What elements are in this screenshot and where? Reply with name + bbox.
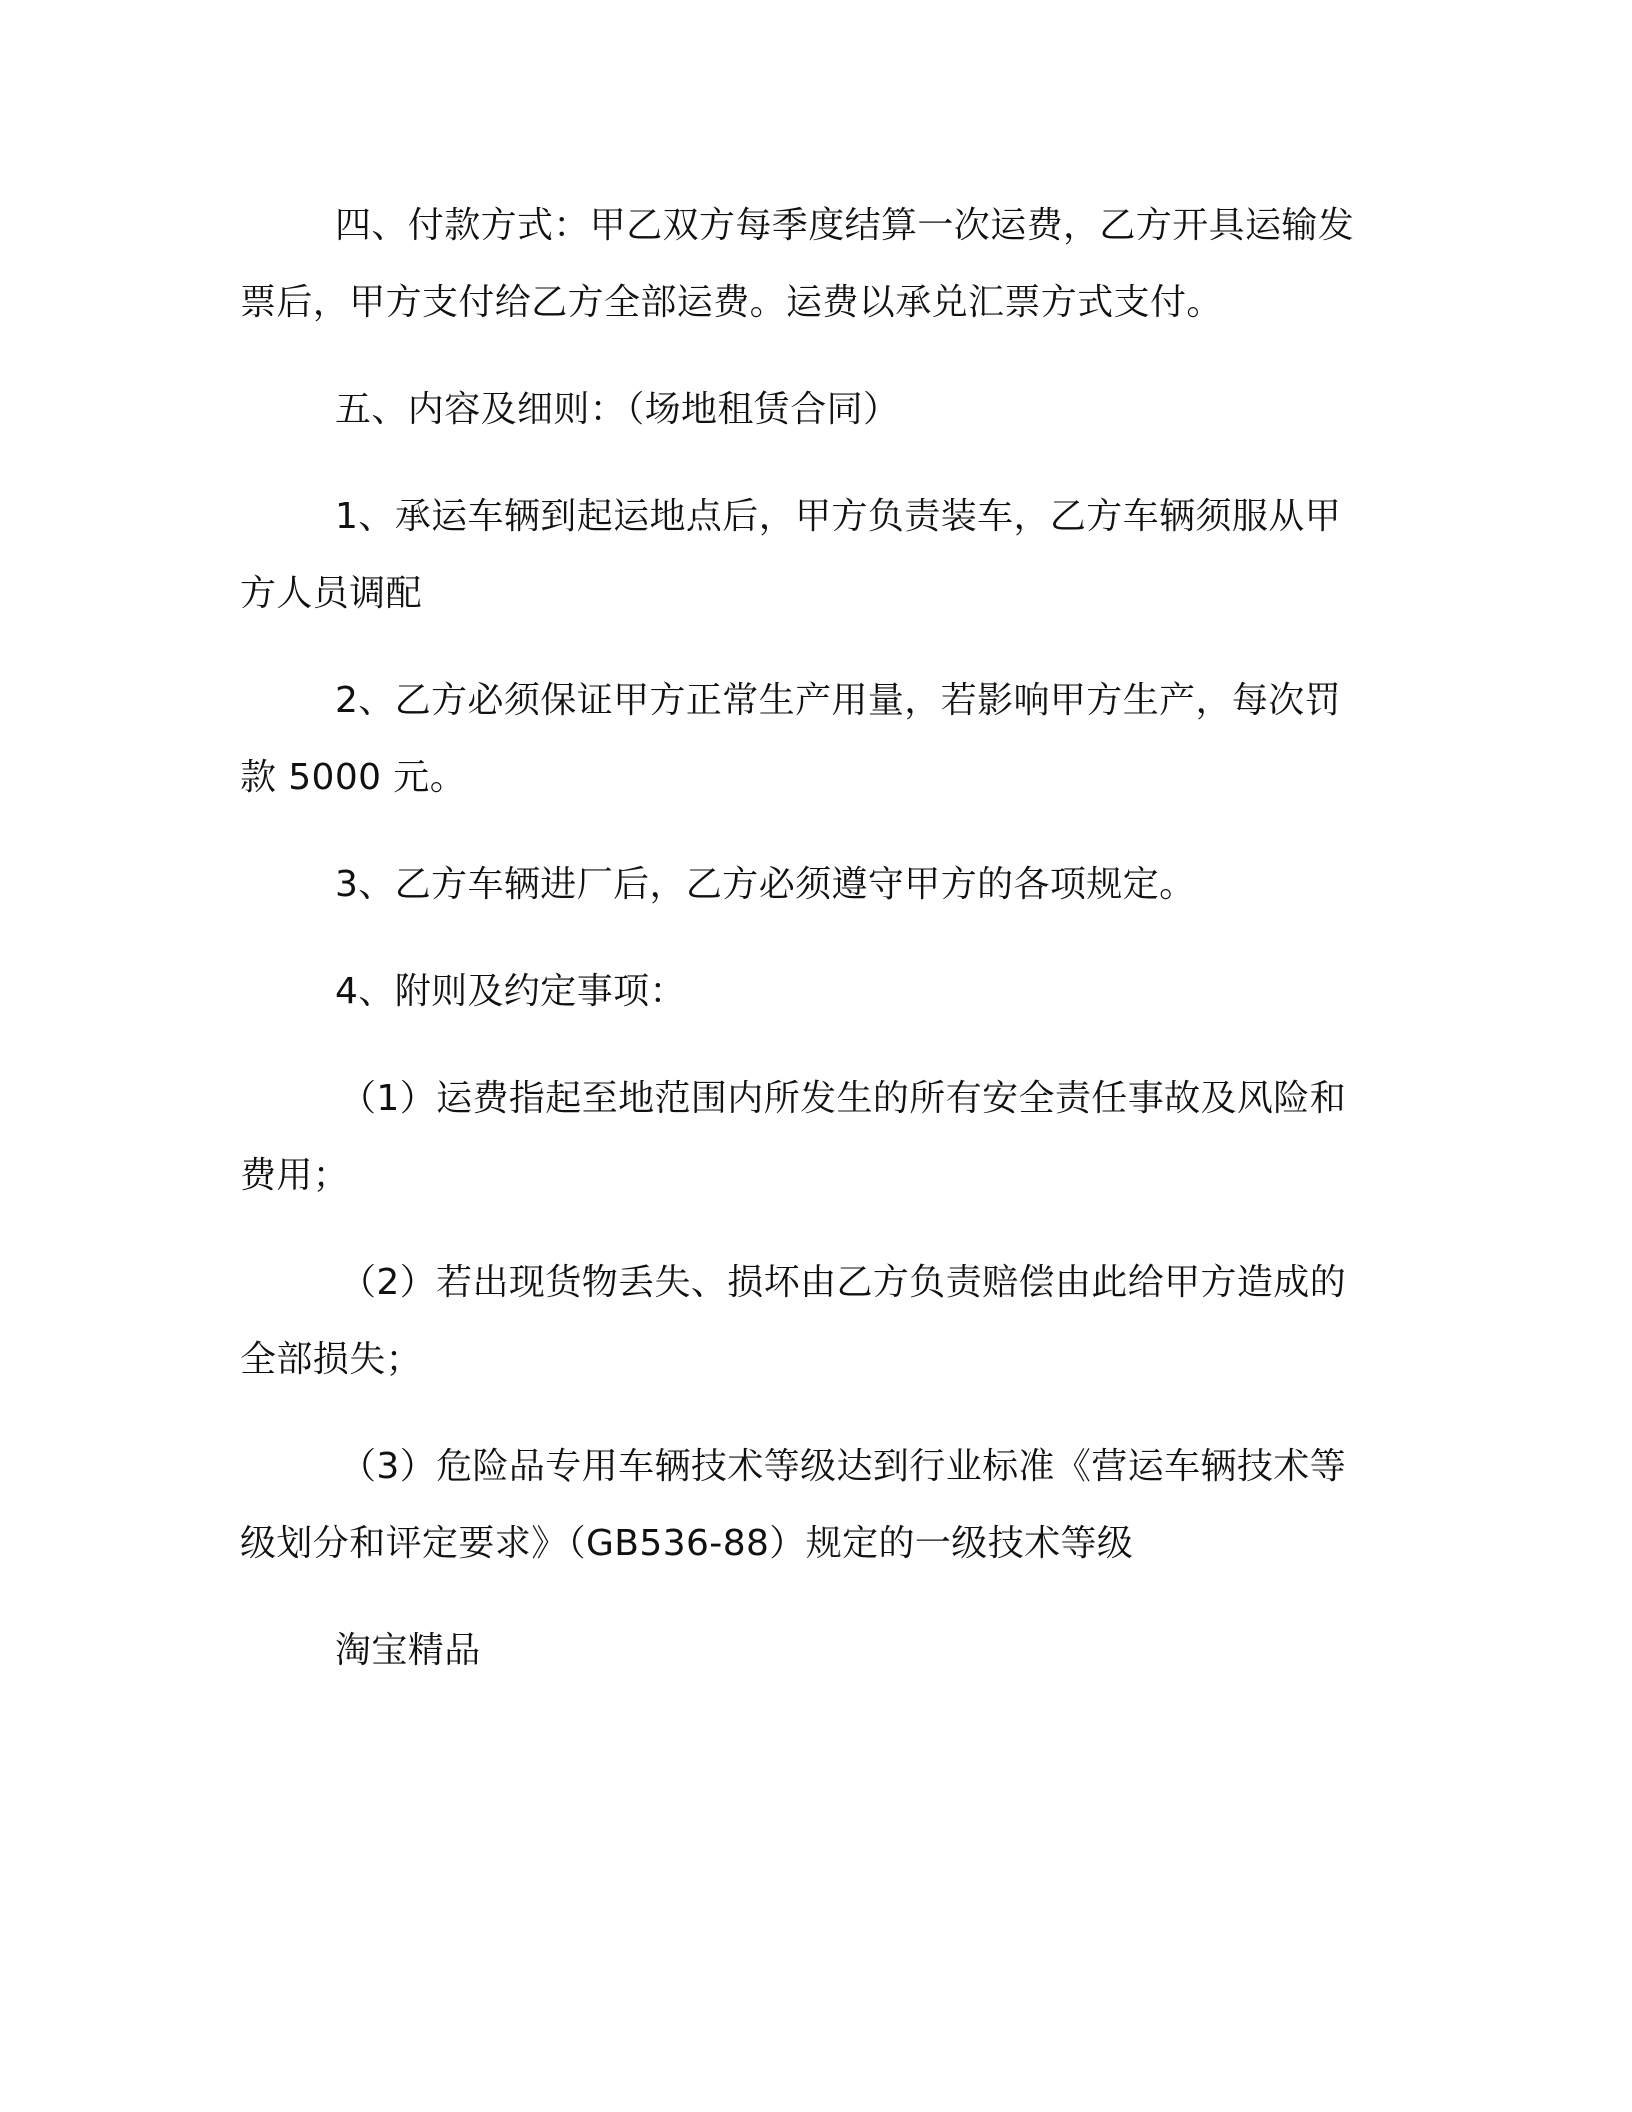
paragraph-subitem-2: （2）若出现货物丢失、损坏由乙方负责赔偿由此给甲方造成的全部损失； xyxy=(240,1262,1347,1380)
paragraph-item-1: 1、承运车辆到起运地点后，甲方负责装车，乙方车辆须服从甲方人员调配 xyxy=(240,496,1342,614)
paragraph-item-3: 3、乙方车辆进厂后，乙方必须遵守甲方的各项规定。 xyxy=(335,864,1196,905)
paragraph-content-details: 五、内容及细则：（场地租赁合同） xyxy=(335,389,900,430)
document-body xyxy=(240,187,1375,1719)
paragraph-subitem-3: （3）危险品专用车辆技术等级达到行业标准《营运车辆技术等级划分和评定要求》（GB536-88）规定的一级技术等级 xyxy=(240,1446,1347,1564)
paragraph-item-4: 4、附则及约定事项： xyxy=(335,971,686,1012)
paragraph-footer-note: 淘宝精品 xyxy=(335,1630,481,1671)
paragraph-item-2: 2、乙方必须保证甲方正常生产用量，若影响甲方生产，每次罚款 5000 元。 xyxy=(240,680,1342,798)
paragraph-subitem-1: （1）运费指起至地范围内所发生的所有安全责任事故及风险和费用； xyxy=(240,1078,1347,1196)
paragraph-payment-method: 四、付款方式：甲乙双方每季度结算一次运费，乙方开具运输发票后，甲方支付给乙方全部运费。运费以承兑汇票方式支付。 xyxy=(240,205,1355,323)
